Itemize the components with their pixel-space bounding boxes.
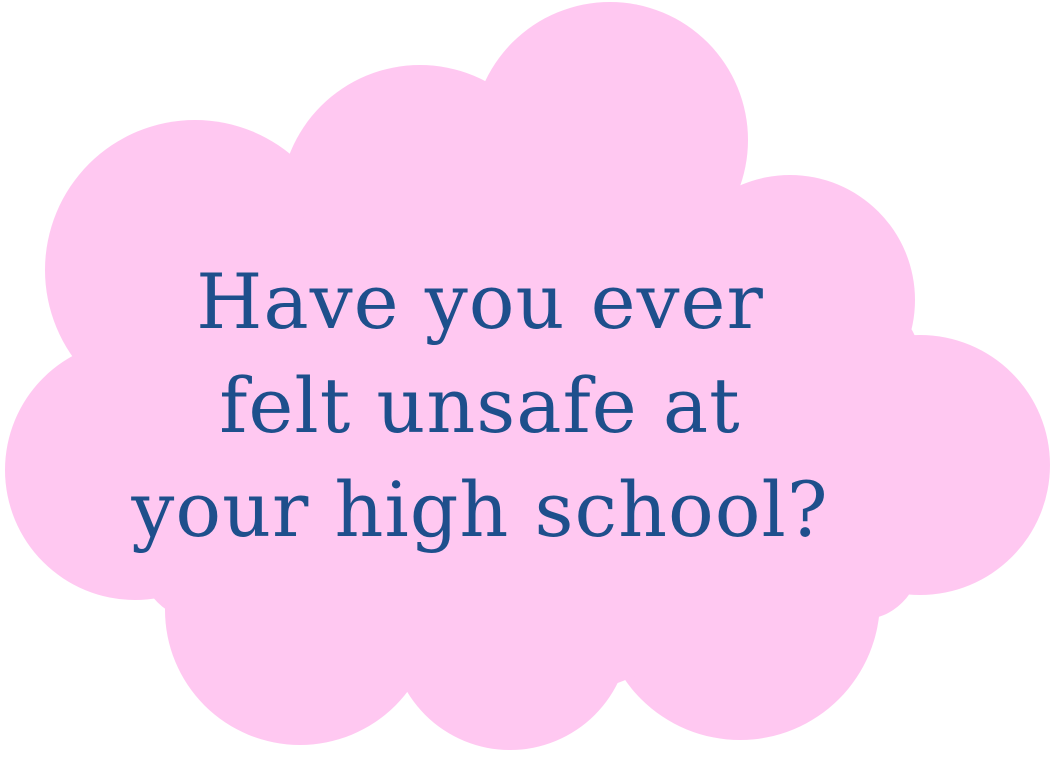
question-line-3: your high school? (131, 465, 829, 554)
question-line-1: Have you ever (196, 257, 764, 346)
question-line-2: felt unsafe at (219, 361, 741, 450)
question-text (120, 250, 840, 562)
